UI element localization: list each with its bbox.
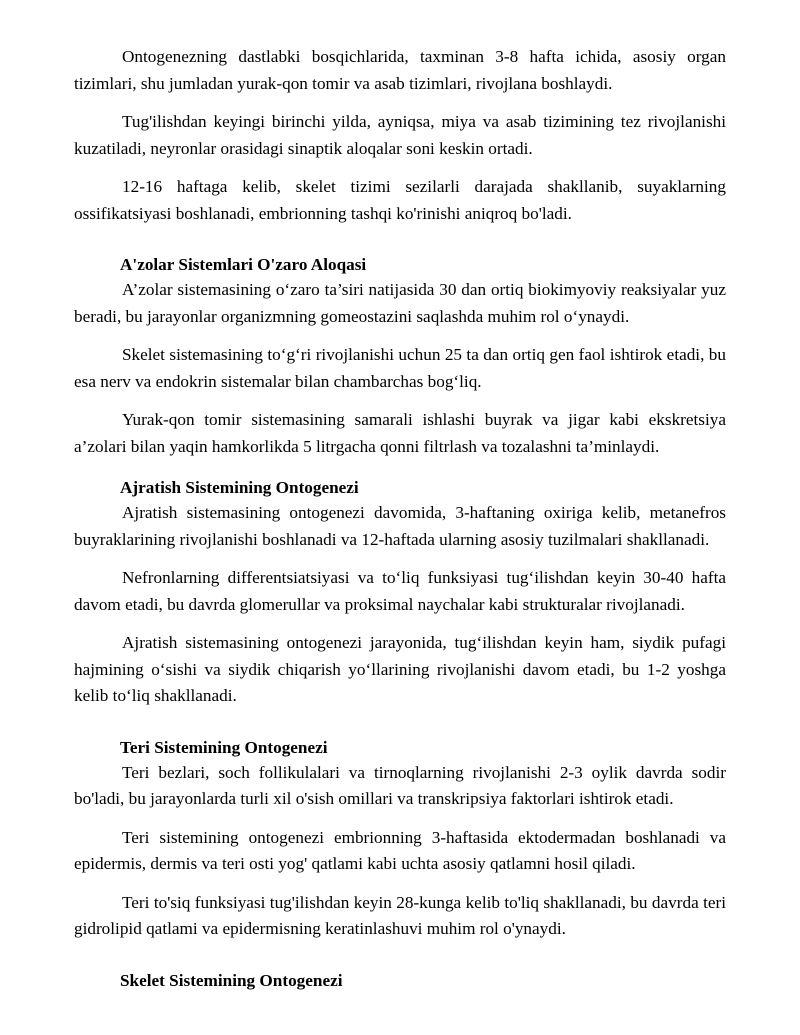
paragraph-skin-layers: Teri sistemining ontogenezi embrionning 3-haftasida ektodermadan boshlanadi va epidermis, dermis va teri osti yog' qatlami kabi uchta asosiy qatlamni hosil qiladi.	[74, 827, 726, 873]
paragraph-cardiovascular: Yurak-qon tomir sistemasining samarali ishlashi buyrak va jigar kabi ekskretsiya a’zolari bilan yaqin hamkorlikda 5 litrgacha qonni filtrlash va tozalashni ta’minlaydi.	[74, 410, 726, 456]
heading-skin-system: Teri Sistemining Ontogenezi	[120, 737, 328, 757]
paragraph-first-year: Tug'ilishdan keyingi birinchi yilda, ayniqsa, miya va asab tizimining tez rivojlanishi kuzatiladi, neyronlar orasidagi sinaptik aloqalar soni keskin ortadi.	[74, 112, 726, 158]
paragraph-organ-interaction: A’zolar sistemasining o‘zaro ta’siri natijasida 30 dan ortiq biokimyoviy reaksiyalar yuz beradi, bu jarayonlar organizmning gomeostazini saqlashda muhim rol o‘ynaydi.	[74, 280, 726, 326]
paragraph-metanephros: Ajratish sistemasining ontogenezi davomida, 3-haftaning oxiriga kelib, metanefros buyraklarining rivojlanishi boshlanadi va 12-haftada ularning asosiy tuzilmalari shakllanadi.	[74, 503, 726, 549]
document-page	[74, 44, 726, 993]
paragraph-nephrons: Nefronlarning differentsiatsiyasi va to‘liq funksiyasi tug‘ilishdan keyin 30-40 hafta davom etadi, bu davrda glomerullar va proksimal naychalar kabi strukturalar rivojlanadi.	[74, 568, 726, 614]
paragraph-bladder: Ajratish sistemasining ontogenezi jarayonida, tug‘ilishdan keyin ham, siydik pufagi hajmining o‘sishi va siydik chiqarish yo‘llarining rivojlanishi davom etadi, bu 1-2 yoshga kelib to‘liq shakllanadi.	[74, 633, 726, 705]
paragraph-skin-glands: Teri bezlari, soch follikulalari va tirnoqlarning rivojlanishi 2-3 oylik davrda sodir bo'ladi, bu jarayonlarda turli xil o'sish omillari va transkripsiya faktorlari ishtirok etadi.	[74, 762, 726, 808]
heading-excretory-system: Ajratish Sistemining Ontogenezi	[120, 478, 359, 497]
paragraph-skin-barrier: Teri to'siq funksiyasi tug'ilishdan keyin 28-kunga kelib to'liq shakllanadi, bu davrda teri gidrolipid qatlami va epidermisning keratinlashuvi muhim rol o'ynaydi.	[74, 892, 726, 938]
paragraph-early-ontogenesis: Ontogenezning dastlabki bosqichlarida, taxminan 3-8 hafta ichida, asosiy organ tizimlari, shu jumladan yurak-qon tomir va asab tizimlari, rivojlana boshlaydi.	[74, 47, 726, 93]
heading-organ-systems: A'zolar Sistemlari O'zaro Aloqasi	[120, 255, 367, 274]
paragraph-skeletal-weeks: 12-16 haftaga kelib, skelet tizimi sezilarli darajada shakllanib, suyaklarning ossifikatsiyasi boshlanadi, embrionning tashqi ko'rinishi aniqroq bo'ladi.	[74, 177, 726, 223]
heading-skeletal-system: Skelet Sistemining Ontogenezi	[120, 970, 343, 990]
paragraph-skeleton-genes: Skelet sistemasining to‘g‘ri rivojlanishi uchun 25 ta dan ortiq gen faol ishtirok etadi, bu esa nerv va endokrin sistemalar bilan chambarchas bog‘liq.	[74, 345, 726, 391]
